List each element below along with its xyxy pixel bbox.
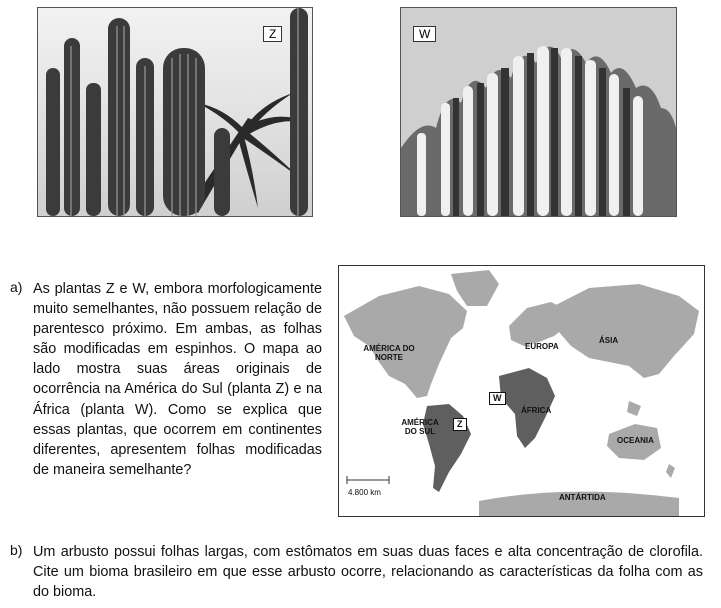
marker-w: W <box>489 392 506 405</box>
label-asia: ÁSIA <box>599 336 619 345</box>
marker-z: Z <box>453 418 467 431</box>
asia-shape <box>554 284 699 378</box>
north-america-shape <box>344 286 467 398</box>
label-south-america: AMÉRICA DO SUL <box>401 418 439 436</box>
label-north-america: AMÉRICA DO NORTE <box>363 344 415 362</box>
label-europe: EUROPA <box>525 342 559 351</box>
label-oceania: OCEANIA <box>617 436 654 445</box>
question-b-letter: b) <box>10 542 23 558</box>
photo-z-label: Z <box>263 26 282 42</box>
scale-label: 4.800 km <box>348 488 381 497</box>
euphorbia-w-illustration <box>401 8 676 216</box>
label-africa: ÁFRICA <box>521 406 552 415</box>
pacific-islands-shape <box>627 401 641 416</box>
photo-cactus-z <box>37 7 313 217</box>
label-antarctica: ANTÁRTIDA <box>559 493 606 502</box>
world-map-illustration <box>339 266 704 516</box>
world-map <box>338 265 705 517</box>
question-a-text: As plantas Z e W, embora morfologicamente muito semelhantes, não possuem relação de parentesco próximo. Em ambas, as folhas são modificadas em espinhos. O mapa ao lado mostra suas áreas originais de ocorrência na América do Sul (planta Z) e na África (planta W). Como se explica que essas plantas, que ocorrem em continentes diferentes, apresentem folhas modificadas de maneira semelhante? <box>33 281 322 478</box>
question-b-text: Um arbusto possui folhas largas, com estômatos em suas duas faces e alta concentração de clorofila. Cite um bioma brasileiro em que esse arbusto ocorre, relacionando as características da folha com as do bioma. <box>33 544 703 601</box>
photo-w-label: W <box>413 26 436 42</box>
nz-shape <box>666 464 675 478</box>
greenland-shape <box>451 270 499 306</box>
photo-euphorbia-w <box>400 7 677 217</box>
question-a-letter: a) <box>10 279 23 295</box>
